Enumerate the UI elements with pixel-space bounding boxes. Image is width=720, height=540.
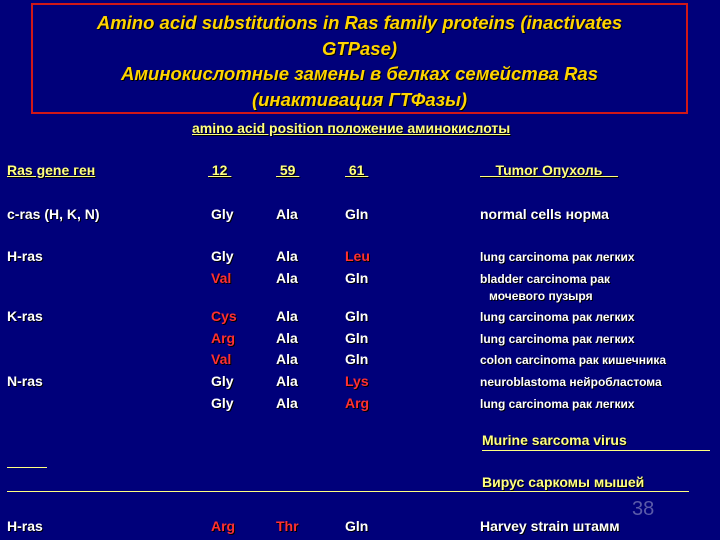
table-cell-tumor: lung carcinoma рак легких (480, 250, 635, 264)
table-cell-tumor: bladder carcinoma рак (480, 272, 611, 286)
table-cell-tumor: lung carcinoma рак легких (480, 397, 635, 411)
table-cell-aa12: Val (211, 270, 232, 286)
title-en-line-1: Amino acid substitutions in Ras family proteins (inactivates (96, 12, 623, 33)
table-cell-aa59: Ala (276, 248, 298, 264)
table-cell-aa59: Ala (276, 330, 298, 346)
title-box (31, 3, 688, 114)
table-cell-aa12: Gly (211, 395, 234, 411)
table-cell-aa61: Gln (345, 330, 369, 346)
table-cell-aa12: Cys (211, 308, 237, 324)
table-cell-aa61: Leu (345, 248, 370, 264)
table-cell-aa61: Gln (345, 351, 369, 367)
table-cell-aa61: Gln (345, 308, 369, 324)
table-cell-aa59: Ala (276, 373, 298, 389)
table-cell-tumor: lung carcinoma рак легких (480, 332, 635, 346)
table-row-gene: H-ras (7, 518, 43, 534)
table-row-gene: H-ras (7, 248, 43, 264)
table-cell-aa59: Thr (276, 518, 299, 534)
position-header: amino acid position положение аминокислоты (192, 120, 511, 136)
header-tumor: Tumor Опухоль (480, 162, 618, 178)
table-cell-tumor: colon carcinoma рак кишечника (480, 353, 667, 367)
table-cell-aa12: Gly (211, 248, 234, 264)
table-cell-aa12: Arg (211, 330, 236, 346)
table-cell-aa12: Arg (211, 518, 236, 534)
header-position-59: 59 (276, 162, 300, 178)
table-cell-aa59: Ala (276, 395, 298, 411)
table-cell-aa61: Arg (345, 395, 370, 411)
table-row-gene: K-ras (7, 308, 43, 324)
short-rule (7, 467, 47, 468)
table-cell-tumor: neuroblastoma нейробластома (480, 375, 662, 389)
table-cell-aa61: Gln (345, 206, 369, 222)
table-cell-tumor: normal cells норма (480, 206, 609, 222)
table-cell-aa12: Val (211, 351, 232, 367)
table-cell-aa61: Lys (345, 373, 369, 389)
long-rule (7, 491, 689, 492)
title-ru-line-1: Аминокислотные замены в белках семейства Ras (120, 63, 599, 84)
table-cell-aa59: Ala (276, 206, 298, 222)
header-position-12: 12 (208, 162, 232, 178)
murine-virus-ru: Вирус саркомы мышей (482, 474, 645, 490)
title-ru-line-2: (инактивация ГТФазы) (251, 88, 468, 110)
title-en-line-2: GTPase) (321, 37, 398, 59)
murine-en-underline (482, 450, 710, 451)
murine-virus-en: Murine sarcoma virus (482, 432, 627, 448)
page-number: 38 (632, 498, 655, 520)
table-cell-tumor: Harvey strain штамм (480, 518, 620, 534)
table-cell-aa61: Gln (345, 270, 369, 286)
table-cell-aa12: Gly (211, 373, 234, 389)
table-cell-aa12: Gly (211, 206, 234, 222)
table-cell-tumor: lung carcinoma рак легких (480, 310, 635, 324)
table-row-gene: N-ras (7, 373, 43, 389)
table-cell-aa59: Ala (276, 270, 298, 286)
table-cell-tumor-continued: мочевого пузыря (489, 289, 593, 303)
header-gene: Ras gene ген (7, 162, 96, 178)
table-cell-aa59: Ala (276, 351, 298, 367)
table-cell-aa59: Ala (276, 308, 298, 324)
header-position-61: 61 (345, 162, 369, 178)
table-cell-aa61: Gln (345, 518, 369, 534)
table-row-gene: c-ras (H, K, N) (7, 206, 100, 222)
